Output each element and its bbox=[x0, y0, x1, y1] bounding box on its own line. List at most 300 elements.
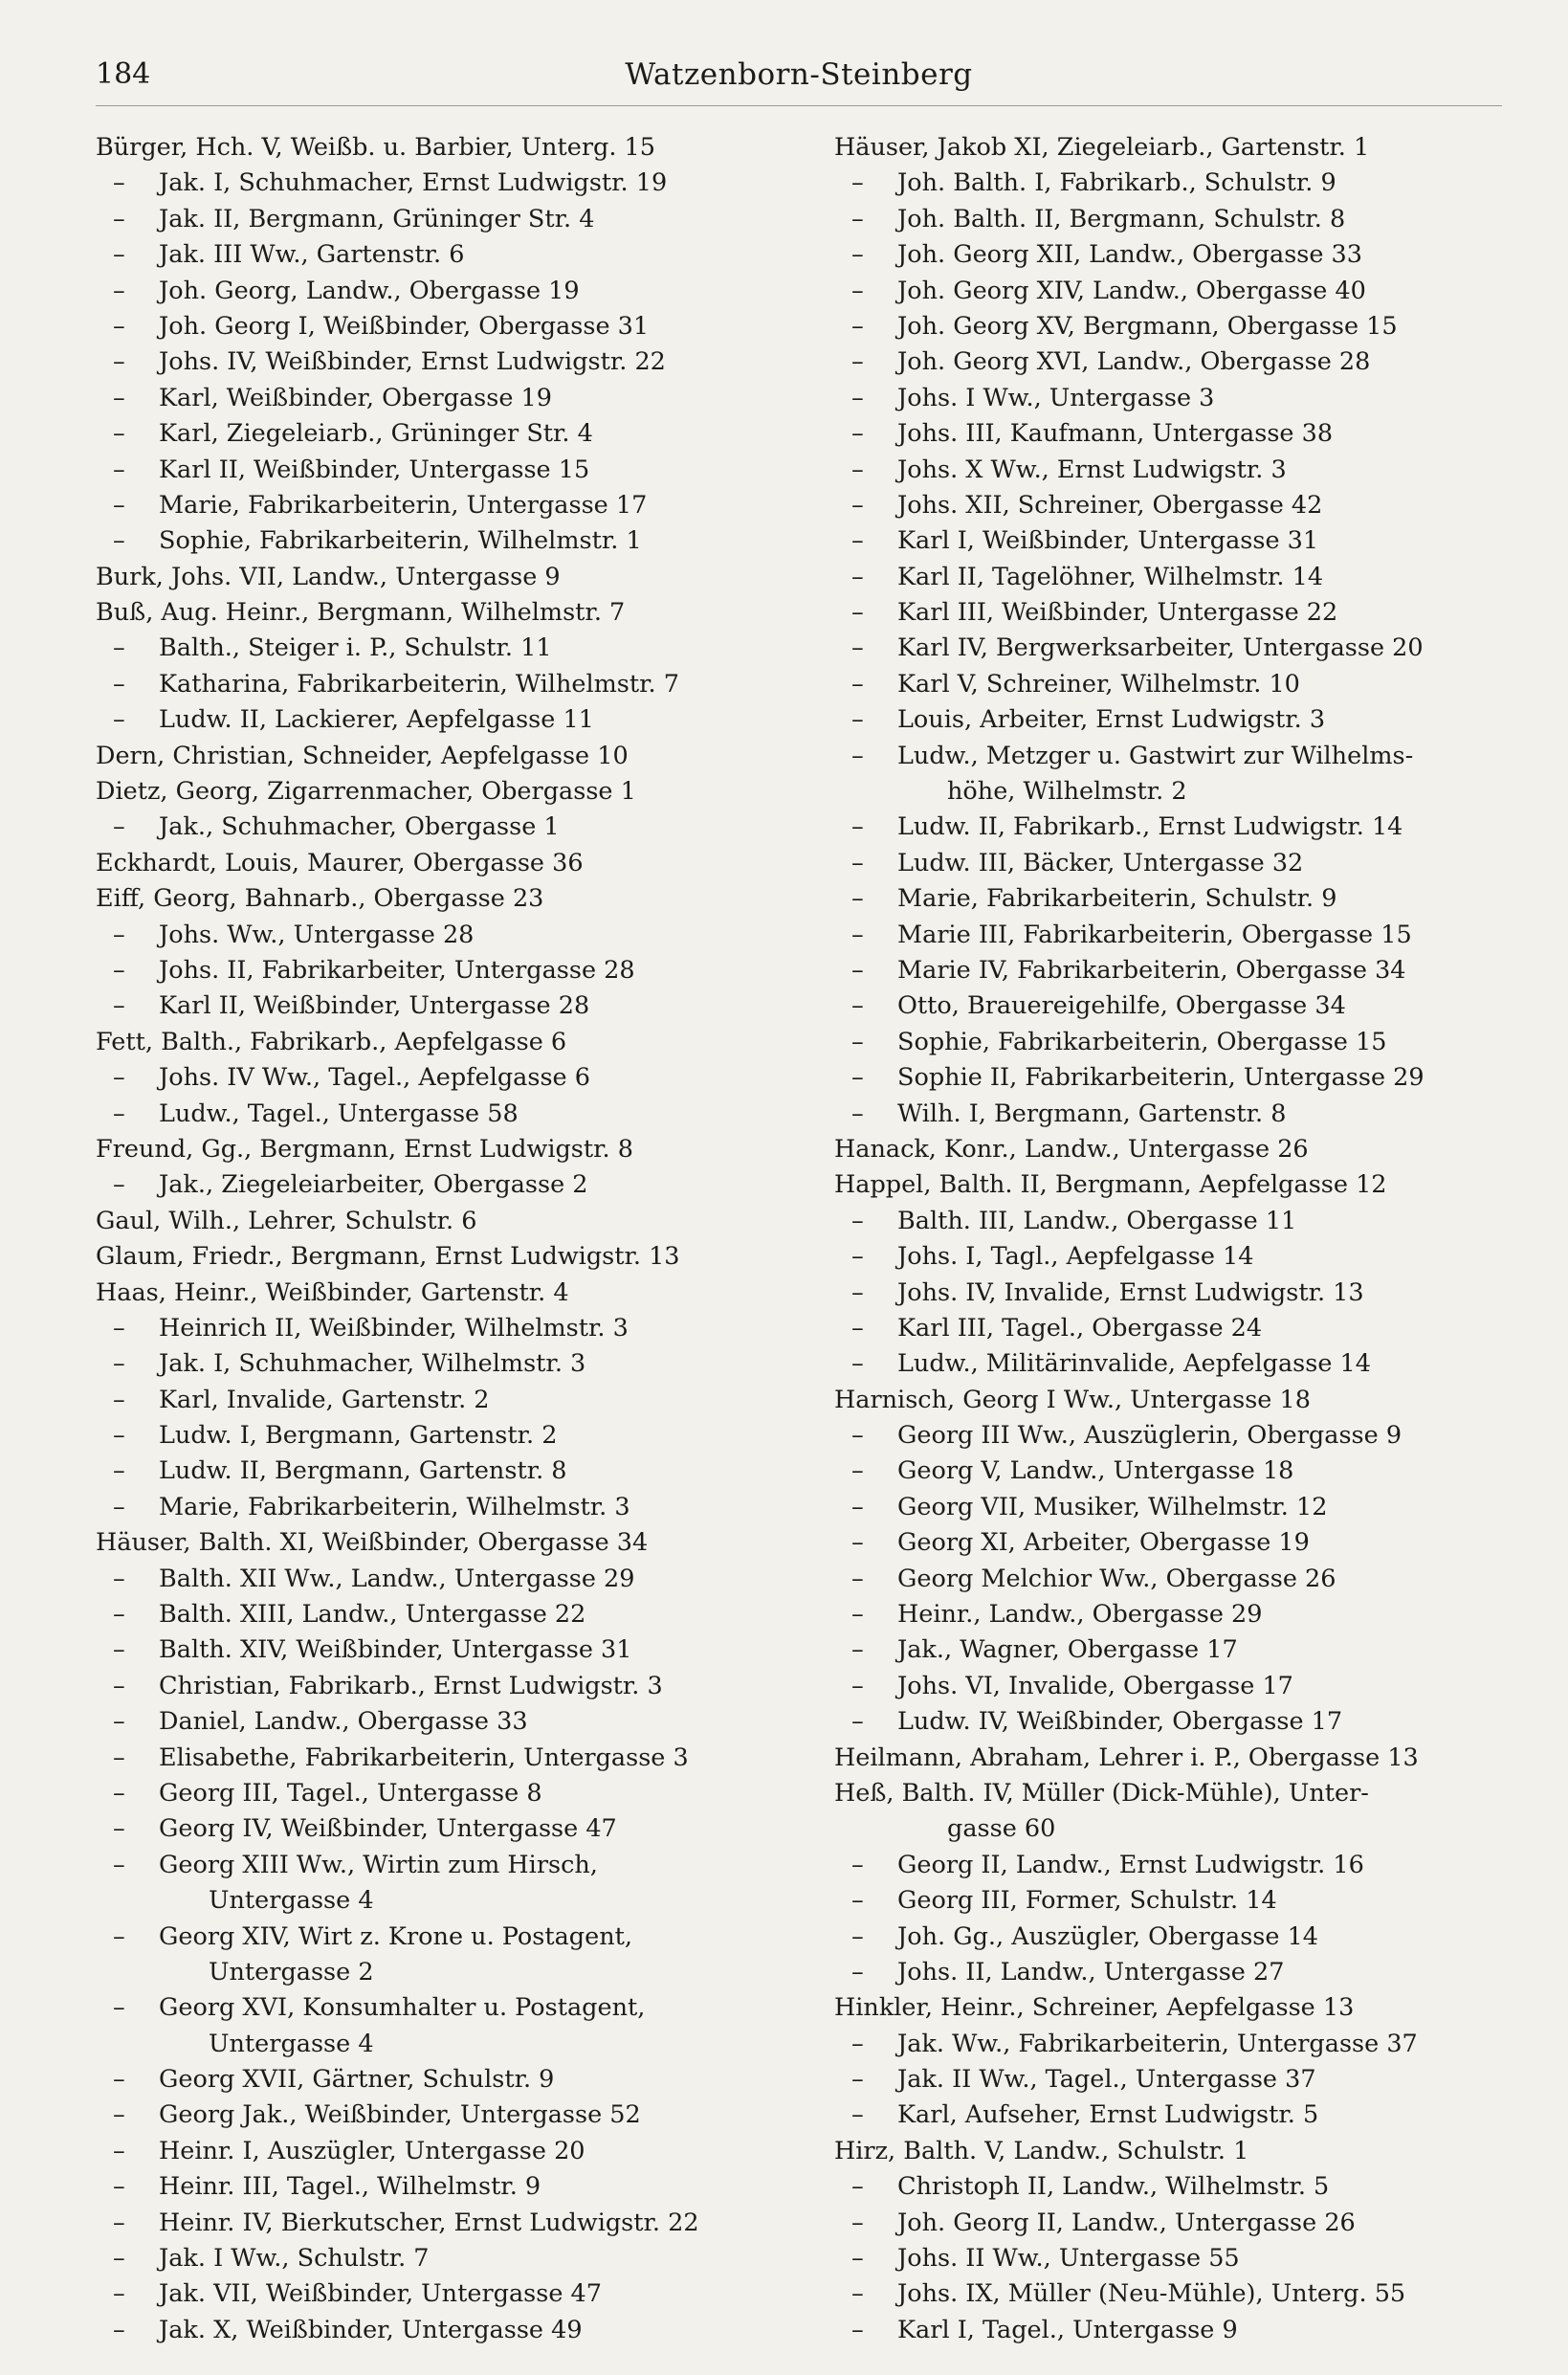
entry-text: Heinr. III, Tagel., Wilhelmstr. 9 bbox=[159, 2172, 541, 2202]
directory-sub-entry bbox=[834, 1454, 1523, 1489]
entry-text: Bürger, Hch. V, Weißb. u. Barbier, Unterg. 15 bbox=[96, 133, 655, 162]
repeat-dash: – bbox=[851, 1921, 864, 1951]
entry-text: Jak. II, Bergmann, Grüninger Str. 4 bbox=[159, 204, 595, 233]
repeat-dash: – bbox=[851, 598, 864, 628]
repeat-dash: – bbox=[851, 240, 864, 270]
directory-sub-entry bbox=[96, 1562, 784, 1597]
repeat-dash: – bbox=[851, 1492, 864, 1521]
repeat-dash: – bbox=[113, 1564, 125, 1593]
repeat-dash: – bbox=[113, 1921, 125, 1951]
entry-text: Georg XVI, Konsumhalter u. Postagent, bbox=[159, 1993, 646, 2023]
repeat-dash: – bbox=[851, 311, 864, 341]
entry-text: Georg III, Former, Schulstr. 14 bbox=[897, 1886, 1277, 1916]
repeat-dash: – bbox=[851, 2065, 864, 2095]
repeat-dash: – bbox=[113, 812, 125, 842]
directory-sub-entry bbox=[96, 2169, 784, 2205]
entry-text: Karl III, Tagel., Obergasse 24 bbox=[897, 1313, 1263, 1343]
entry-text: Hanack, Konr., Landw., Untergasse 26 bbox=[834, 1134, 1309, 1164]
directory-sub-entry bbox=[834, 202, 1523, 237]
directory-sub-entry bbox=[834, 1632, 1523, 1668]
entry-text: Karl, Aufseher, Ernst Ludwigstr. 5 bbox=[897, 2100, 1319, 2130]
directory-sub-entry bbox=[96, 1167, 784, 1203]
entry-text: Joh. Georg XV, Bergmann, Obergasse 15 bbox=[897, 311, 1398, 341]
directory-sub-entry bbox=[834, 1704, 1523, 1740]
directory-sub-entry bbox=[834, 488, 1523, 523]
repeat-dash: – bbox=[113, 490, 125, 520]
directory-entry bbox=[96, 595, 784, 631]
directory-sub-entry bbox=[96, 274, 784, 309]
directory-sub-entry bbox=[96, 1811, 784, 1847]
entry-text: Untergasse 4 bbox=[209, 1886, 374, 1916]
repeat-dash: – bbox=[113, 2172, 125, 2202]
entry-text: Heinrich II, Weißbinder, Wilhelmstr. 3 bbox=[159, 1313, 629, 1343]
entry-text: Burk, Johs. VII, Landw., Untergasse 9 bbox=[96, 562, 561, 591]
entry-text: Karl, Invalide, Gartenstr. 2 bbox=[159, 1385, 490, 1414]
entry-text: Jak. I Ww., Schulstr. 7 bbox=[159, 2244, 430, 2274]
directory-sub-entry bbox=[96, 2098, 784, 2133]
repeat-dash: – bbox=[851, 2315, 864, 2344]
entry-text: Eckhardt, Louis, Maurer, Obergasse 36 bbox=[96, 848, 584, 877]
directory-sub-entry bbox=[834, 1060, 1523, 1096]
repeat-dash: – bbox=[851, 2100, 864, 2130]
directory-sub-entry bbox=[834, 1597, 1523, 1632]
directory-sub-entry bbox=[834, 595, 1523, 631]
directory-sub-entry bbox=[96, 702, 784, 738]
entry-text: Johs. II, Landw., Untergasse 27 bbox=[897, 1957, 1285, 1987]
directory-sub-entry bbox=[834, 523, 1523, 559]
entry-text: Georg V, Landw., Untergasse 18 bbox=[897, 1456, 1294, 1486]
directory-sub-entry bbox=[834, 166, 1523, 201]
entry-text: Freund, Gg., Bergmann, Ernst Ludwigstr. 8 bbox=[96, 1134, 633, 1164]
directory-sub-entry bbox=[834, 1097, 1523, 1132]
entry-text: Untergasse 2 bbox=[209, 1957, 374, 1987]
directory-sub-entry bbox=[96, 237, 784, 273]
repeat-dash: – bbox=[113, 1099, 125, 1128]
repeat-dash: – bbox=[851, 168, 864, 198]
repeat-dash: – bbox=[851, 1528, 864, 1558]
directory-sub-entry bbox=[834, 2206, 1523, 2241]
directory-entry bbox=[834, 1990, 1523, 2026]
entry-text: Harnisch, Georg I Ww., Untergasse 18 bbox=[834, 1385, 1311, 1414]
directory-sub-entry bbox=[834, 1955, 1523, 1990]
repeat-dash: – bbox=[851, 705, 864, 735]
entry-text: Johs. IV, Weißbinder, Ernst Ludwigstr. 22 bbox=[159, 347, 666, 377]
entry-text: Georg IV, Weißbinder, Untergasse 47 bbox=[159, 1814, 617, 1844]
repeat-dash: – bbox=[851, 633, 864, 663]
directory-sub-entry bbox=[834, 1311, 1523, 1346]
directory-sub-entry bbox=[834, 2241, 1523, 2276]
repeat-dash: – bbox=[851, 2029, 864, 2058]
repeat-dash: – bbox=[113, 1707, 125, 1737]
entry-text: Karl II, Weißbinder, Untergasse 28 bbox=[159, 991, 590, 1021]
entry-text: Johs. XII, Schreiner, Obergasse 42 bbox=[897, 490, 1323, 520]
repeat-dash: – bbox=[113, 1385, 125, 1414]
directory-sub-entry bbox=[834, 1562, 1523, 1597]
directory-sub-entry bbox=[834, 1883, 1523, 1919]
directory-sub-entry bbox=[834, 1418, 1523, 1454]
directory-sub-entry bbox=[96, 1597, 784, 1632]
entry-text: Jak. VII, Weißbinder, Untergasse 47 bbox=[159, 2279, 602, 2309]
entry-text: Joh. Georg XII, Landw., Obergasse 33 bbox=[897, 240, 1363, 270]
directory-entry bbox=[96, 1025, 784, 1060]
entry-text: Karl III, Weißbinder, Untergasse 22 bbox=[897, 598, 1338, 628]
entry-text: Heß, Balth. IV, Müller (Dick-Mühle), Unter- bbox=[834, 1778, 1369, 1808]
repeat-dash: – bbox=[851, 1886, 864, 1916]
entry-text: Johs. IX, Müller (Neu-Mühle), Unterg. 55 bbox=[897, 2279, 1406, 2309]
repeat-dash: – bbox=[113, 1349, 125, 1379]
directory-sub-entry bbox=[834, 2098, 1523, 2133]
repeat-dash: – bbox=[851, 1421, 864, 1451]
repeat-dash: – bbox=[113, 526, 125, 556]
entry-text: Georg XIV, Wirt z. Krone u. Postagent, bbox=[159, 1921, 632, 1951]
directory-entry-continuation bbox=[96, 2027, 784, 2062]
repeat-dash: – bbox=[851, 1850, 864, 1879]
repeat-dash: – bbox=[113, 633, 125, 663]
entry-text: Jak. X, Weißbinder, Untergasse 49 bbox=[159, 2315, 583, 2344]
directory-sub-entry bbox=[96, 667, 784, 702]
repeat-dash: – bbox=[851, 2279, 864, 2309]
directory-sub-entry bbox=[834, 881, 1523, 917]
repeat-dash: – bbox=[851, 920, 864, 949]
entry-text: Marie, Fabrikarbeiterin, Untergasse 17 bbox=[159, 490, 648, 520]
repeat-dash: – bbox=[851, 1099, 864, 1128]
directory-entry-continuation bbox=[96, 1883, 784, 1919]
entry-text: Johs. VI, Invalide, Obergasse 17 bbox=[897, 1671, 1293, 1700]
repeat-dash: – bbox=[851, 741, 864, 770]
entry-text: Balth. XIV, Weißbinder, Untergasse 31 bbox=[159, 1635, 632, 1665]
entry-text: Johs. IV, Invalide, Ernst Ludwigstr. 13 bbox=[897, 1277, 1364, 1307]
repeat-dash: – bbox=[851, 884, 864, 914]
entry-text: Georg III Ww., Auszüglerin, Obergasse 9 bbox=[897, 1421, 1402, 1451]
directory-sub-entry bbox=[96, 309, 784, 344]
directory-sub-entry bbox=[96, 918, 784, 953]
directory-sub-entry bbox=[834, 810, 1523, 845]
entry-text: Ludw. II, Fabrikarb., Ernst Ludwigstr. 14 bbox=[897, 812, 1403, 842]
entry-text: Haas, Heinr., Weißbinder, Gartenstr. 4 bbox=[96, 1277, 569, 1307]
entry-text: Georg Jak., Weißbinder, Untergasse 52 bbox=[159, 2100, 641, 2130]
directory-entry bbox=[96, 560, 784, 595]
entry-text: Johs. I, Tagl., Aepfelgasse 14 bbox=[897, 1242, 1254, 1272]
directory-sub-entry bbox=[96, 1704, 784, 1740]
directory-entry-continuation bbox=[96, 1955, 784, 1990]
directory-sub-entry bbox=[96, 631, 784, 666]
entry-text: Balth. XII Ww., Landw., Untergasse 29 bbox=[159, 1564, 635, 1593]
directory-sub-entry bbox=[834, 988, 1523, 1024]
repeat-dash: – bbox=[851, 1707, 864, 1737]
repeat-dash: – bbox=[851, 1456, 864, 1486]
repeat-dash: – bbox=[851, 1242, 864, 1272]
entry-text: Louis, Arbeiter, Ernst Ludwigstr. 3 bbox=[897, 705, 1326, 735]
entry-text: Glaum, Friedr., Bergmann, Ernst Ludwigstr. 13 bbox=[96, 1242, 680, 1272]
repeat-dash: – bbox=[851, 204, 864, 233]
entry-text: Joh. Georg XIV, Landw., Obergasse 40 bbox=[897, 276, 1366, 305]
directory-sub-entry bbox=[96, 381, 784, 416]
entry-text: Johs. II Ww., Untergasse 55 bbox=[897, 2244, 1240, 2274]
entry-text: Balth. III, Landw., Obergasse 11 bbox=[897, 1206, 1297, 1235]
repeat-dash: – bbox=[851, 1027, 864, 1056]
entry-text: Fett, Balth., Fabrikarb., Aepfelgasse 6 bbox=[96, 1027, 567, 1056]
entry-text: Jak. II Ww., Tagel., Untergasse 37 bbox=[897, 2065, 1316, 2095]
entry-text: Karl IV, Bergwerksarbeiter, Untergasse 20 bbox=[897, 633, 1424, 663]
directory-sub-entry bbox=[834, 953, 1523, 988]
repeat-dash: – bbox=[113, 347, 125, 377]
entry-text: Ludw., Metzger u. Gastwirt zur Wilhelms- bbox=[897, 741, 1414, 770]
repeat-dash: – bbox=[113, 1635, 125, 1665]
entry-text: Georg XVII, Gärtner, Schulstr. 9 bbox=[159, 2065, 555, 2095]
page-number: 184 bbox=[96, 57, 151, 91]
entry-text: Daniel, Landw., Obergasse 33 bbox=[159, 1707, 528, 1737]
repeat-dash: – bbox=[113, 2065, 125, 2095]
entry-text: Eiff, Georg, Bahnarb., Obergasse 23 bbox=[96, 884, 544, 914]
directory-sub-entry bbox=[834, 309, 1523, 344]
directory-entry bbox=[96, 1276, 784, 1311]
entry-text: Happel, Balth. II, Bergmann, Aepfelgasse 12 bbox=[834, 1170, 1387, 1200]
directory-sub-entry bbox=[834, 1669, 1523, 1704]
entry-text: Hinkler, Heinr., Schreiner, Aepfelgasse 13 bbox=[834, 1993, 1355, 2023]
entry-text: Ludw. III, Bäcker, Untergasse 32 bbox=[897, 848, 1304, 877]
entry-text: Georg XIII Ww., Wirtin zum Hirsch, bbox=[159, 1850, 598, 1879]
directory-sub-entry bbox=[96, 953, 784, 988]
header-rule bbox=[96, 105, 1502, 106]
directory-sub-entry bbox=[96, 166, 784, 201]
directory-entry bbox=[96, 1525, 784, 1561]
entry-text: Gaul, Wilh., Lehrer, Schulstr. 6 bbox=[96, 1206, 477, 1235]
repeat-dash: – bbox=[851, 526, 864, 556]
repeat-dash: – bbox=[113, 1456, 125, 1486]
repeat-dash: – bbox=[113, 2315, 125, 2344]
repeat-dash: – bbox=[113, 705, 125, 735]
directory-entry bbox=[834, 1776, 1523, 1811]
entry-text: Georg Melchior Ww., Obergasse 26 bbox=[897, 1564, 1336, 1593]
repeat-dash: – bbox=[113, 1313, 125, 1343]
repeat-dash: – bbox=[851, 419, 864, 449]
directory-sub-entry bbox=[834, 237, 1523, 273]
directory-entry bbox=[96, 130, 784, 166]
directory-sub-entry bbox=[96, 1383, 784, 1418]
running-head-title: Watzenborn-Steinberg bbox=[625, 57, 973, 92]
directory-sub-entry bbox=[834, 1025, 1523, 1060]
directory-sub-entry bbox=[834, 2027, 1523, 2062]
entry-text: Karl, Ziegeleiarb., Grüninger Str. 4 bbox=[159, 419, 593, 449]
entry-text: Joh. Georg II, Landw., Untergasse 26 bbox=[897, 2208, 1356, 2237]
repeat-dash: – bbox=[851, 1957, 864, 1987]
entry-text: Otto, Brauereigehilfe, Obergasse 34 bbox=[897, 991, 1346, 1021]
directory-sub-entry bbox=[834, 344, 1523, 380]
directory-sub-entry bbox=[96, 1097, 784, 1132]
directory-sub-entry bbox=[96, 1990, 784, 2026]
entry-text: Jak., Wagner, Obergasse 17 bbox=[897, 1635, 1238, 1665]
repeat-dash: – bbox=[851, 812, 864, 842]
directory-sub-entry bbox=[834, 1346, 1523, 1382]
repeat-dash: – bbox=[113, 955, 125, 985]
entry-text: Dietz, Georg, Zigarrenmacher, Obergasse 1 bbox=[96, 777, 636, 807]
directory-sub-entry bbox=[96, 1776, 784, 1811]
directory-sub-entry bbox=[96, 2062, 784, 2098]
repeat-dash: – bbox=[113, 1850, 125, 1879]
entry-text: Ludw. II, Bergmann, Gartenstr. 8 bbox=[159, 1456, 567, 1486]
repeat-dash: – bbox=[851, 1063, 864, 1093]
entry-text: Jak. I, Schuhmacher, Ernst Ludwigstr. 19 bbox=[159, 168, 668, 198]
directory-sub-entry bbox=[96, 1490, 784, 1525]
directory-sub-entry bbox=[96, 2134, 784, 2169]
directory-entry bbox=[834, 1167, 1523, 1203]
directory-sub-entry bbox=[834, 416, 1523, 452]
entry-text: Johs. III, Kaufmann, Untergasse 38 bbox=[897, 419, 1334, 449]
repeat-dash: – bbox=[113, 311, 125, 341]
directory-sub-entry bbox=[834, 739, 1523, 774]
entry-text: Marie IV, Fabrikarbeiterin, Obergasse 34 bbox=[897, 955, 1406, 985]
directory-sub-entry bbox=[96, 453, 784, 488]
entry-text: Jak. Ww., Fabrikarbeiterin, Untergasse 37 bbox=[897, 2029, 1418, 2058]
directory-sub-entry bbox=[96, 344, 784, 380]
repeat-dash: – bbox=[851, 2244, 864, 2274]
entry-text: Johs. I Ww., Untergasse 3 bbox=[897, 383, 1215, 412]
entry-text: Untergasse 4 bbox=[209, 2029, 374, 2058]
directory-entry bbox=[834, 2134, 1523, 2169]
directory-entry bbox=[834, 1741, 1523, 1776]
directory-sub-entry bbox=[96, 523, 784, 559]
directory-sub-entry bbox=[834, 1276, 1523, 1311]
repeat-dash: – bbox=[113, 1778, 125, 1808]
entry-text: Jak. I, Schuhmacher, Wilhelmstr. 3 bbox=[159, 1349, 586, 1379]
entry-text: Balth. XIII, Landw., Untergasse 22 bbox=[159, 1600, 586, 1630]
entry-text: Joh. Balth. II, Bergmann, Schulstr. 8 bbox=[897, 204, 1346, 233]
directory-sub-entry bbox=[834, 381, 1523, 416]
directory-sub-entry bbox=[834, 1239, 1523, 1275]
directory-sub-entry bbox=[96, 1741, 784, 1776]
directory-sub-entry bbox=[96, 1920, 784, 1955]
entry-text: Georg VII, Musiker, Wilhelmstr. 12 bbox=[897, 1492, 1328, 1521]
directory-sub-entry bbox=[96, 1632, 784, 1668]
directory-sub-entry bbox=[96, 2206, 784, 2241]
directory-entry bbox=[96, 1132, 784, 1167]
directory-entry-continuation bbox=[834, 1811, 1523, 1847]
directory-sub-entry bbox=[834, 1204, 1523, 1239]
entry-text: Karl I, Tagel., Untergasse 9 bbox=[897, 2315, 1238, 2344]
entry-text: Joh. Balth. I, Fabrikarb., Schulstr. 9 bbox=[897, 168, 1336, 198]
repeat-dash: – bbox=[113, 920, 125, 949]
repeat-dash: – bbox=[113, 1492, 125, 1521]
entry-text: Jak., Schuhmacher, Obergasse 1 bbox=[159, 812, 560, 842]
directory-entry bbox=[96, 1204, 784, 1239]
entry-text: Johs. II, Fabrikarbeiter, Untergasse 28 bbox=[159, 955, 635, 985]
directory-sub-entry bbox=[96, 1454, 784, 1489]
repeat-dash: – bbox=[113, 1993, 125, 2023]
directory-sub-entry bbox=[834, 453, 1523, 488]
entry-text: Ludw., Tagel., Untergasse 58 bbox=[159, 1099, 519, 1128]
repeat-dash: – bbox=[851, 1671, 864, 1700]
entry-text: Häuser, Balth. XI, Weißbinder, Obergasse 34 bbox=[96, 1528, 649, 1558]
directory-entry bbox=[96, 881, 784, 917]
repeat-dash: – bbox=[851, 955, 864, 985]
repeat-dash: – bbox=[851, 383, 864, 412]
entry-text: Karl, Weißbinder, Obergasse 19 bbox=[159, 383, 552, 412]
repeat-dash: – bbox=[113, 2279, 125, 2309]
right-column bbox=[834, 130, 1523, 2348]
repeat-dash: – bbox=[113, 1742, 125, 1772]
entry-text: Sophie, Fabrikarbeiterin, Wilhelmstr. 1 bbox=[159, 526, 642, 556]
directory-sub-entry bbox=[96, 988, 784, 1024]
directory-sub-entry bbox=[96, 416, 784, 452]
directory-entry-continuation bbox=[834, 774, 1523, 810]
directory-entry bbox=[834, 1383, 1523, 1418]
entry-text: Elisabethe, Fabrikarbeiterin, Untergasse 3 bbox=[159, 1742, 689, 1772]
directory-entry bbox=[834, 1132, 1523, 1167]
repeat-dash: – bbox=[113, 168, 125, 198]
directory-sub-entry bbox=[834, 2276, 1523, 2312]
repeat-dash: – bbox=[113, 991, 125, 1021]
repeat-dash: – bbox=[851, 1635, 864, 1665]
repeat-dash: – bbox=[113, 419, 125, 449]
repeat-dash: – bbox=[851, 490, 864, 520]
repeat-dash: – bbox=[851, 2208, 864, 2237]
directory-sub-entry bbox=[834, 274, 1523, 309]
entry-text: Karl II, Tagelöhner, Wilhelmstr. 14 bbox=[897, 562, 1324, 591]
directory-entry bbox=[96, 846, 784, 881]
repeat-dash: – bbox=[851, 2172, 864, 2202]
repeat-dash: – bbox=[113, 2244, 125, 2274]
entry-text: Heinr., Landw., Obergasse 29 bbox=[897, 1600, 1263, 1630]
directory-sub-entry bbox=[96, 2241, 784, 2276]
directory-sub-entry bbox=[96, 1848, 784, 1883]
entry-text: Katharina, Fabrikarbeiterin, Wilhelmstr. 7 bbox=[159, 669, 679, 699]
entry-text: Marie, Fabrikarbeiterin, Schulstr. 9 bbox=[897, 884, 1337, 914]
entry-text: Christoph II, Landw., Wilhelmstr. 5 bbox=[897, 2172, 1330, 2202]
entry-text: Johs. Ww., Untergasse 28 bbox=[159, 920, 475, 949]
repeat-dash: – bbox=[851, 347, 864, 377]
entry-text: Marie, Fabrikarbeiterin, Wilhelmstr. 3 bbox=[159, 1492, 630, 1521]
entry-text: Karl II, Weißbinder, Untergasse 15 bbox=[159, 455, 590, 484]
entry-text: Joh. Georg, Landw., Obergasse 19 bbox=[159, 276, 580, 305]
entry-text: Georg XI, Arbeiter, Obergasse 19 bbox=[897, 1528, 1310, 1558]
left-column bbox=[96, 130, 784, 2348]
repeat-dash: – bbox=[113, 2100, 125, 2130]
repeat-dash: – bbox=[113, 455, 125, 484]
directory-sub-entry bbox=[834, 1920, 1523, 1955]
entry-text: Johs. X Ww., Ernst Ludwigstr. 3 bbox=[897, 455, 1287, 484]
entry-text: Marie III, Fabrikarbeiterin, Obergasse 15 bbox=[897, 920, 1412, 949]
directory-entry bbox=[96, 1239, 784, 1275]
entry-text: Buß, Aug. Heinr., Bergmann, Wilhelmstr. 7 bbox=[96, 598, 626, 628]
repeat-dash: – bbox=[851, 1277, 864, 1307]
entry-text: Johs. IV Ww., Tagel., Aepfelgasse 6 bbox=[159, 1063, 590, 1093]
entry-text: Balth., Steiger i. P., Schulstr. 11 bbox=[159, 633, 552, 663]
entry-text: Dern, Christian, Schneider, Aepfelgasse 10 bbox=[96, 741, 629, 770]
directory-sub-entry bbox=[96, 1346, 784, 1382]
repeat-dash: – bbox=[851, 669, 864, 699]
entry-text: Georg II, Landw., Ernst Ludwigstr. 16 bbox=[897, 1850, 1364, 1879]
directory-sub-entry bbox=[96, 1669, 784, 1704]
repeat-dash: – bbox=[851, 562, 864, 591]
repeat-dash: – bbox=[851, 1600, 864, 1630]
entry-text: Jak. III Ww., Gartenstr. 6 bbox=[159, 240, 465, 270]
entry-text: Joh. Gg., Auszügler, Obergasse 14 bbox=[897, 1921, 1319, 1951]
entry-text: Ludw., Militärinvalide, Aepfelgasse 14 bbox=[897, 1349, 1371, 1379]
entry-text: Ludw. II, Lackierer, Aepfelgasse 11 bbox=[159, 705, 594, 735]
entry-text: Karl V, Schreiner, Wilhelmstr. 10 bbox=[897, 669, 1300, 699]
directory-sub-entry bbox=[834, 1525, 1523, 1561]
repeat-dash: – bbox=[113, 1421, 125, 1451]
repeat-dash: – bbox=[113, 204, 125, 233]
directory-sub-entry bbox=[96, 1060, 784, 1096]
directory-sub-entry bbox=[96, 2276, 784, 2312]
repeat-dash: – bbox=[851, 276, 864, 305]
entry-text: Joh. Georg XVI, Landw., Obergasse 28 bbox=[897, 347, 1371, 377]
repeat-dash: – bbox=[851, 1206, 864, 1235]
repeat-dash: – bbox=[851, 1349, 864, 1379]
directory-sub-entry bbox=[834, 2313, 1523, 2348]
entry-text: Ludw. IV, Weißbinder, Obergasse 17 bbox=[897, 1707, 1343, 1737]
